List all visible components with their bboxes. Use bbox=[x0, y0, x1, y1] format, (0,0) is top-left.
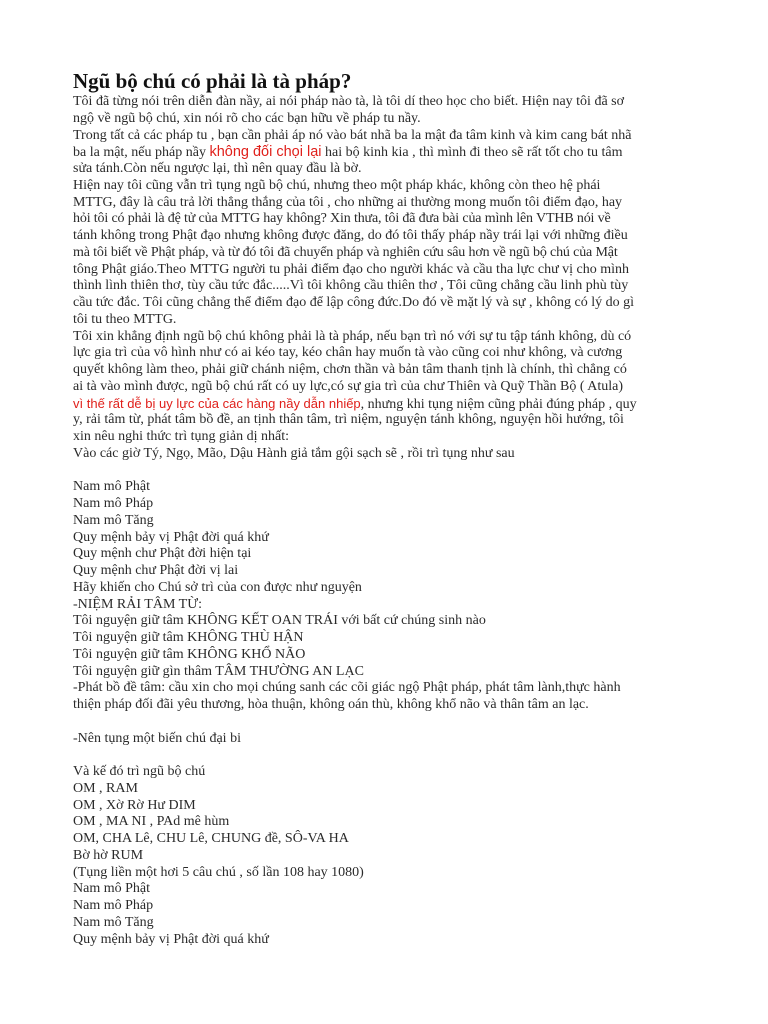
mantra-line: Nam mô Tăng bbox=[73, 914, 154, 930]
text-line: ngộ về ngũ bộ chú, xin nói rõ cho các bạn hữu về pháp tu nầy. bbox=[73, 110, 421, 126]
ritual-line: Quy mệnh bảy vị Phật đời quá khứ bbox=[73, 529, 269, 545]
vow-line: Tôi nguyện giữ gìn thâm TÂM THƯỜNG AN LẠC bbox=[73, 663, 364, 679]
ritual-line: Quy mệnh chư Phật đời hiện tại bbox=[73, 546, 252, 562]
mantra-line: Nam mô Phật bbox=[73, 881, 150, 897]
text-line: MTTG, đây là câu trả lời thẳng thắng của tôi , cho những ai thường mong muốn tôi điểm đạo, hay bbox=[73, 194, 623, 210]
text-line: tánh không trong Phật đạo nhưng không được đăng, do đó tôi thấy pháp nầy trái lại với những điều bbox=[73, 228, 628, 243]
text-line: lực gia trì của vô hình như có ai kéo tay, kéo chân hay muốn tà vào cũng coi như không, và cương bbox=[73, 345, 623, 361]
text-line: Trong tất cả các pháp tu , bạn cần phải áp nó vào bát nhã ba la mật đa tâm kinh và kim cang bát nhã bbox=[73, 127, 632, 143]
mantra-line: (Tụng liền một hơi 5 câu chú , số lần 108 hay 1080) bbox=[73, 864, 364, 880]
vow-line: Tôi nguyện giữ tâm KHÔNG KHỔ NÃO bbox=[73, 646, 306, 662]
mantra-line: OM , RAM bbox=[73, 780, 138, 796]
vow-line: Tôi nguyện giữ tâm KHÔNG KẾT OAN TRÁI với bất cứ chúng sinh nào bbox=[73, 613, 486, 629]
document-body bbox=[73, 94, 703, 948]
text-line bbox=[73, 396, 703, 413]
mantra-line: OM , Xờ Rờ Hư DIM bbox=[73, 797, 196, 813]
text-line: ai tà vào mình được, ngũ bộ chú rất có uy lực,có sự gia trì của chư Thiên và Quỹ Thần Bộ ( Atula) bbox=[73, 378, 624, 394]
text-line: thình lình thiên thơ, tùy cầu tức đắc.....Vì tôi không cầu thiên thơ , Tôi cũng chẳng cầu linh phù tùy bbox=[73, 278, 629, 294]
ritual-line: Hãy khiến cho Chú sở trì của con được như nguyện bbox=[73, 579, 362, 595]
mantra-line: Quy mệnh bảy vị Phật đời quá khứ bbox=[73, 931, 269, 947]
vow-line: Tôi nguyện giữ tâm KHÔNG THÙ HẬN bbox=[73, 630, 304, 645]
text-line: y, rải tâm từ, phát tâm bồ đề, an tịnh thân tâm, trì niệm, nguyện tánh không, nguyện hồi hướng, tôi bbox=[73, 412, 624, 428]
mantra-line: OM, CHA Lê, CHU Lê, CHUNG đề, SÔ-VA HA bbox=[73, 831, 349, 846]
text-line: tông Phật giáo.Theo MTTG người tu phải điểm đạo cho người khác và cầu tha lực chư vị cho mình bbox=[73, 261, 630, 277]
text-line: tôi tu theo MTTG. bbox=[73, 311, 177, 327]
mantra-line: Bờ hờ RUM bbox=[73, 847, 144, 863]
mantra-line: Và kế đó trì ngũ bộ chú bbox=[73, 764, 206, 779]
text-span: , nhưng khi tụng niệm cũng phải đúng pháp , quy bbox=[360, 396, 637, 412]
text-line: xin nêu nghi thức trì tụng giản dị nhất: bbox=[73, 429, 290, 444]
text-line: -Nên tụng một biến chú đại bi bbox=[73, 730, 241, 746]
text-line: hỏi tôi có phải là đệ tử của MTTG hay không? Xin thưa, tôi đã đưa bài của mình lên VTHB nói về bbox=[73, 211, 611, 227]
mantra-line: OM , MA NI , PAd mê hùm bbox=[73, 814, 230, 830]
ritual-line: Nam mô Tăng bbox=[73, 512, 154, 528]
highlighted-phrase: vì thế rất dễ bị uy lực của các hàng nầy dẫn nhiếp bbox=[73, 395, 361, 411]
blank-line bbox=[73, 714, 703, 731]
text-line: Hiện nay tôi cũng vẫn trì tụng ngũ bộ chú, nhưng theo một pháp khác, không còn theo hệ phái bbox=[73, 177, 601, 193]
ritual-line: Quy mệnh chư Phật đời vị lai bbox=[73, 563, 239, 578]
text-line: -Phát bồ đề tâm: cầu xin cho mọi chúng sanh các cõi giác ngộ Phật pháp, phát tâm lành,thực hành bbox=[73, 680, 621, 696]
text-line: sửa tánh.Còn nếu ngược lại, thì nên quay đầu là bờ. bbox=[73, 161, 362, 176]
blank-line bbox=[73, 463, 703, 480]
text-span: hai bộ kinh kia , thì mình đi theo sẽ rất tốt cho tu tâm bbox=[321, 145, 623, 161]
text-line: Tôi đã từng nói trên diễn đàn nầy, ai nói pháp nào tà, là tôi dí theo học cho biết. Hiện nay tôi đã sơ bbox=[73, 94, 625, 109]
ritual-line: -NIỆM RẢI TÂM TỪ: bbox=[73, 596, 202, 612]
text-line: Tôi xin khẳng định ngũ bộ chú không phải là tà pháp, nếu bạn trì nó với sự tu tập tánh không, dù có bbox=[73, 328, 632, 344]
highlighted-phrase: không đối chọi lại bbox=[209, 144, 322, 161]
mantra-line: Nam mô Pháp bbox=[73, 898, 154, 913]
blank-line bbox=[73, 747, 703, 764]
ritual-line: Nam mô Pháp bbox=[73, 496, 154, 511]
text-line: mà tôi biết về Phật pháp, và từ đó tôi đã chuyển pháp và nghiên cứu sâu hơn về ngũ bộ chú của Mật bbox=[73, 244, 618, 260]
document-title: Ngũ bộ chú có phải là tà pháp? bbox=[73, 69, 352, 93]
ritual-line: Nam mô Phật bbox=[73, 479, 150, 495]
text-span: ba la mật, nếu pháp nầy bbox=[73, 145, 210, 161]
text-line: thiện pháp đối đãi yêu thương, hòa thuận, không oán thù, không khổ não và thân tâm an lạc. bbox=[73, 697, 589, 712]
text-line: cầu tức đắc. Tôi cũng chẳng thể điểm đạo để lập công đức.Do đó về mặt lý và sự , không có lý do gì bbox=[73, 295, 634, 310]
text-line: Vào các giờ Tý, Ngọ, Mão, Dậu Hành giả tắm gội sạch sẽ , rồi trì tụng như sau bbox=[73, 445, 515, 461]
text-line: quyết không làm theo, phải giữ chánh niệm, chơn thần và bản tâm thanh tịnh là chính, thì chẳng có bbox=[73, 362, 627, 377]
text-line bbox=[73, 144, 703, 161]
